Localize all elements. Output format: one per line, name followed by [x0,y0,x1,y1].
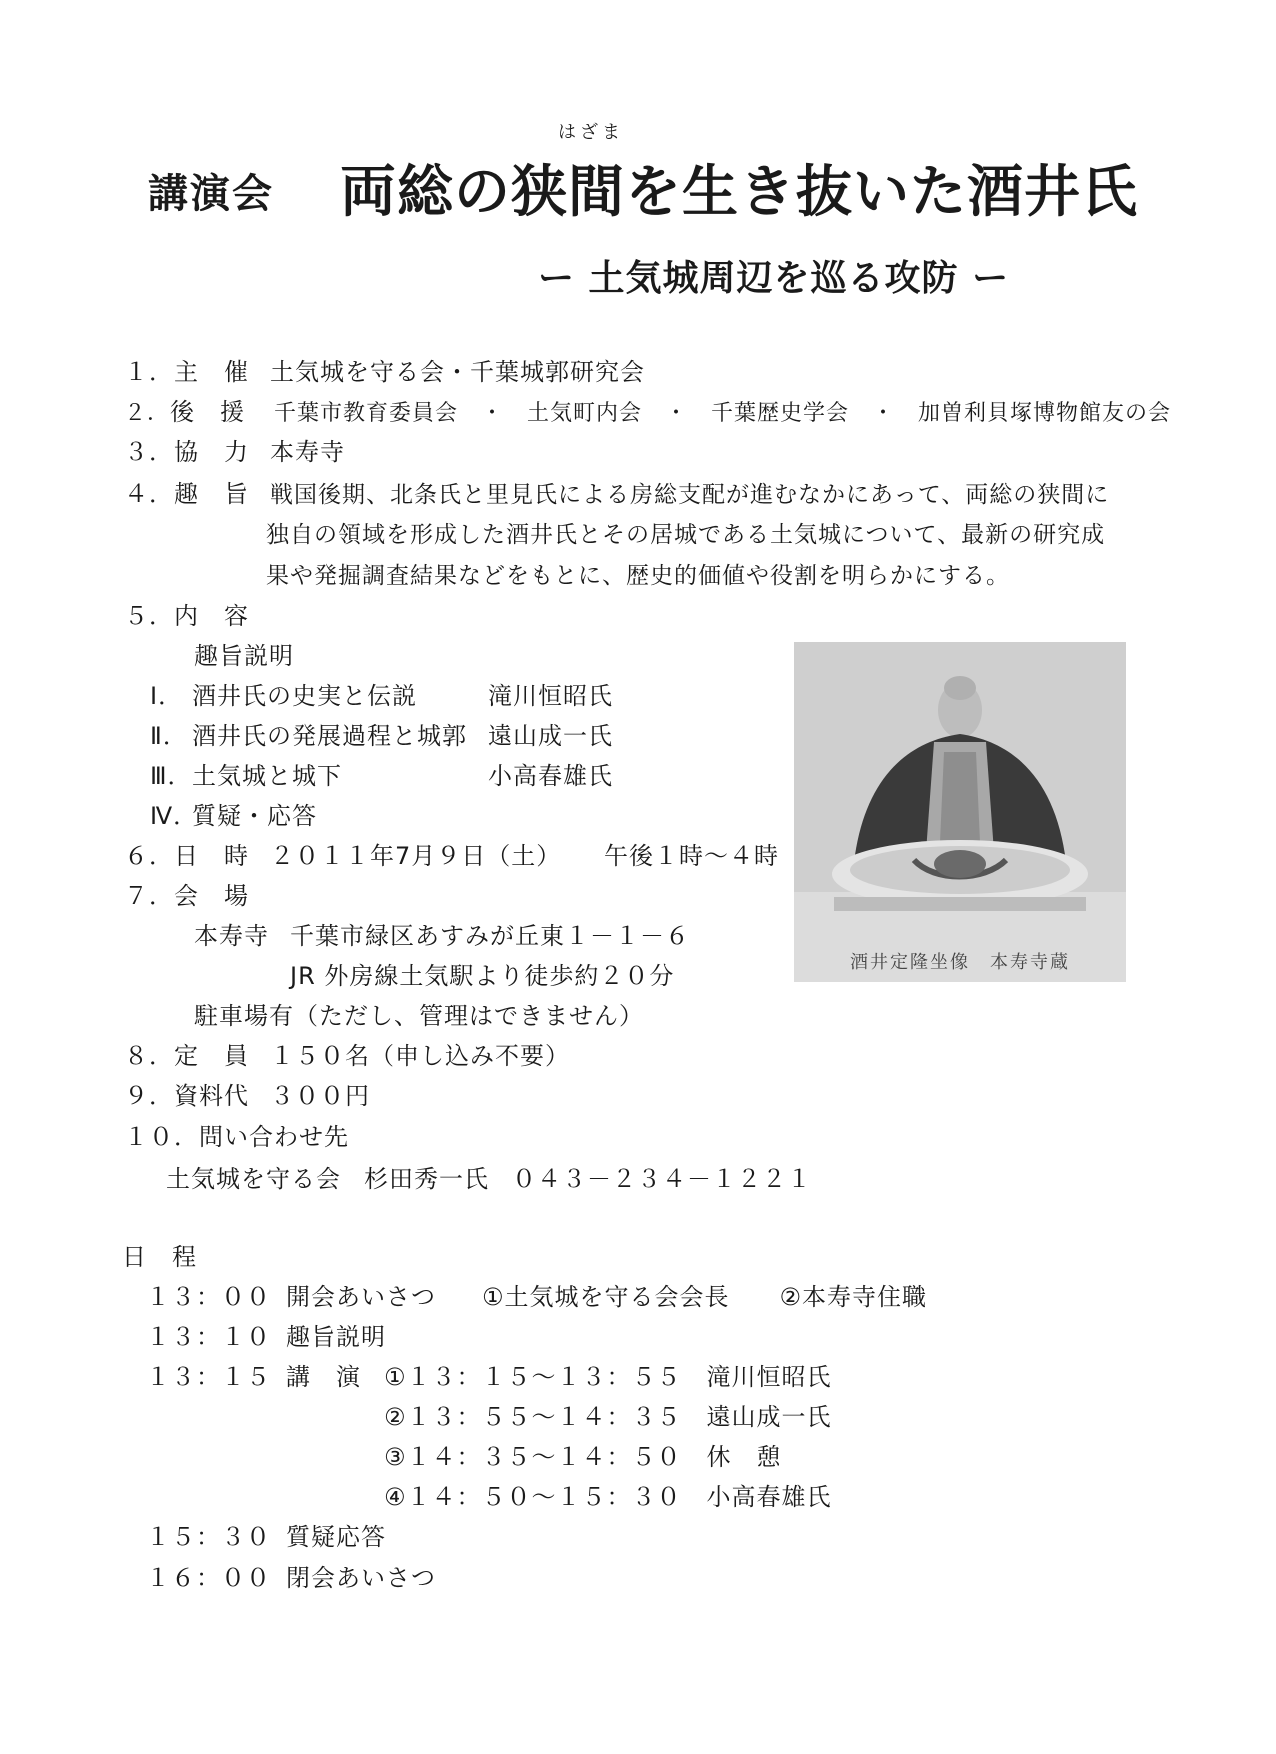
item-label: 日 時 [174,842,249,870]
item-number: １０． [124,1123,199,1151]
item-number: ３． [124,438,174,466]
title-prefix: 講演会 [148,171,274,217]
statue-image [794,642,1126,982]
venue-access: JR 外房線土気駅より徒歩約２０分 [290,962,675,990]
item-5 [124,601,249,631]
event-date: ２０１１年7月９日（土） [270,842,562,870]
contact-person: 杉田秀一氏 [364,1165,489,1193]
schedule-time: １６：００ [146,1564,271,1592]
statue-photo [794,642,1126,982]
item-text: 土気城を守る会・千葉城郭研究会 [270,358,645,386]
item-text: 本寿寺 [270,438,345,466]
lecture-title: 酒井氏の発展過程と城郭 [192,722,467,750]
schedule-detail: ①１３：１５～１３：５５ 滝川恒昭氏 [384,1363,832,1391]
schedule-row [146,1362,832,1392]
contact-line [166,1164,812,1194]
lecture-number: Ⅳ． [150,802,199,830]
event-time: 午後１時～４時 [604,842,779,870]
item-number: ８． [124,1042,174,1070]
schedule-row: ③１４：３５～１４：５０ 休 憩 [384,1443,782,1471]
item-8 [124,1041,570,1071]
item-number: ９． [124,1082,174,1110]
item-label: 協 力 [174,438,249,466]
schedule-row [146,1563,436,1593]
lecture-number: Ⅲ． [150,762,193,790]
venue-line [194,921,690,951]
lecture-2 [150,721,613,751]
schedule-event: 開会あいさつ [286,1283,436,1311]
lecture-speaker: 滝川恒昭氏 [488,682,613,710]
item-label: 主 催 [174,358,249,386]
contents-intro: 趣旨説明 [194,642,294,670]
schedule-event: 趣旨説明 [286,1323,386,1351]
venue-parking: 駐車場有（ただし、管理はできません） [194,1002,644,1030]
item-label: 内 容 [174,602,249,630]
lecture-title: 土気城と城下 [192,762,342,790]
item-text-line: 戦国後期、北条氏と里見氏による房総支配が進むなかにあって、両総の狭間に [270,482,1110,508]
item-number: ５． [124,602,174,630]
item-label: 会 場 [174,882,249,910]
schedule-time: １３：１５ [146,1363,271,1391]
item-2 [124,397,1171,429]
item-number: ２． [124,401,171,426]
schedule-event: 質疑応答 [286,1523,386,1551]
item-label: 定 員 [174,1042,249,1070]
lecture-speaker: 遠山成一氏 [488,722,613,750]
photo-caption: 酒井定隆坐像 本寿寺蔵 [850,952,1070,973]
schedule-row [146,1522,386,1552]
item-number: １． [124,358,174,386]
schedule-event: 閉会あいさつ [286,1564,436,1592]
lecture-title: 酒井氏の史実と伝説 [192,682,417,710]
schedule-heading: 日 程 [122,1243,197,1271]
item-text: ３００円 [270,1082,370,1110]
schedule-row: ④１４：５０～１５：３０ 小高春雄氏 [384,1483,832,1511]
item-number: ４． [124,480,174,508]
item-number: ７． [124,882,174,910]
item-text: １５０名（申し込み不要） [270,1042,570,1070]
lecture-speaker: 小高春雄氏 [488,762,613,790]
page-title: 両総の狭間を生き抜いた酒井氏 [340,160,1138,225]
lecture-title: 質疑・応答 [192,802,317,830]
lecture-4 [150,801,317,831]
schedule-detail: ①土気城を守る会会長 ②本寿寺住職 [482,1283,928,1311]
contact-phone: ０４３－２３４－１２２１ [512,1165,812,1193]
item-4 [124,479,1109,510]
contact-org: 土気城を守る会 [166,1165,341,1193]
schedule-row [146,1282,927,1312]
schedule-row [146,1322,386,1352]
item-3 [124,437,345,467]
page-subtitle: ー 土気城周辺を巡る攻防 ー [538,258,1010,299]
title-ruby: はざま [558,122,624,143]
schedule-time: １３：１０ [146,1323,271,1351]
item-label: 趣 旨 [174,480,249,508]
item-6 [124,841,779,871]
schedule-time: １５：３０ [146,1523,271,1551]
lecture-number: Ⅱ． [150,722,188,750]
schedule-event: 講 演 [286,1363,361,1391]
venue-place: 本寿寺 [194,922,269,950]
item-text-line: 果や発掘調査結果などをもとに、歴史的価値や役割を明らかにする。 [266,563,1010,589]
item-text-line: 独自の領域を形成した酒井氏とその居城である土気城について、最新の研究成 [266,522,1106,548]
item-text: 千葉市教育委員会 ・ 土気町内会 ・ 千葉歴史学会 ・ 加曽利貝塚博物館友の会 [274,401,1172,426]
item-7 [124,881,249,911]
lecture-number: Ⅰ． [150,682,184,710]
item-9 [124,1081,370,1111]
schedule-time: １３：００ [146,1283,271,1311]
item-label: 後 援 [170,398,246,426]
item-label: 問い合わせ先 [199,1123,349,1151]
lecture-3 [150,761,613,791]
item-1 [124,357,645,387]
schedule-row: ②１３：５５～１４：３５ 遠山成一氏 [384,1403,832,1431]
lecture-1 [150,681,613,711]
item-number: ６． [124,842,174,870]
item-10 [124,1122,349,1152]
venue-address: 千葉市緑区あすみが丘東１－１－６ [290,922,690,950]
item-label: 資料代 [174,1082,249,1110]
